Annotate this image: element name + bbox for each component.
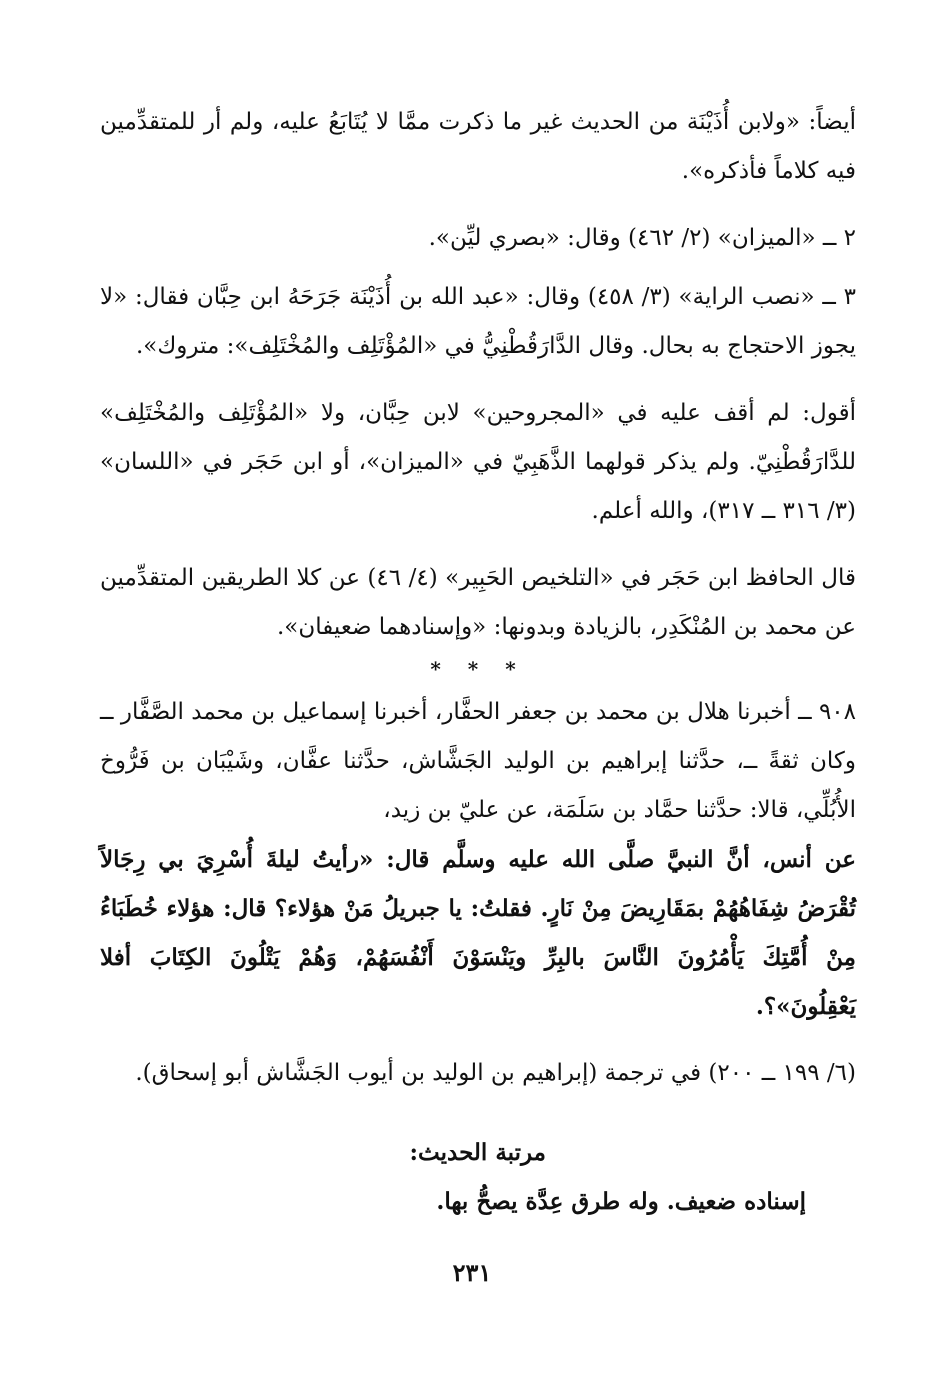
footnote-3: ٣ ــ «نصب الراية» (٣/ ٤٥٨) وقال: «عبد الله بن أُذَيْنَة جَرَحَهُ ابن حِبَّان فقال: «لا يجوز الاحتجاج به بحال. وقال الدَّارَقُطْنِيُّ في «المُؤْتَلِف والمُخْتَلِف»: متروك».: [100, 284, 856, 359]
page-number: ٢٣١: [452, 1258, 492, 1287]
footnote-2: ٢ ــ «الميزان» (٢/ ٤٦٢) وقال: «بصري ليِّن».: [428, 225, 856, 251]
hadith-matn: عن أنس، أنَّ النبيَّ صلَّى الله عليه وسلَّم قال: «رأيتُ ليلةَ أُسْرِيَ بي رِجَالاً تُقْرَضُ شِفَاهُهُمْ بمَقَارِيضَ مِنْ نَارٍ. فقلتُ: يا جبريلُ مَنْ هؤلاء؟ قال: هؤلاء خُطَبَاءُ مِنْ أُمَّتِكَ يَأْمُرُونَ النَّاسَ بالبِرِّ ويَنْسَوْنَ أَنْفُسَهُمْ، وَهُمْ يَتْلُونَ الكِتَابَ أفلا يَعْقِلُونَ»؟.: [100, 846, 856, 1020]
hadith-reference: (٦/ ١٩٩ ــ ٢٠٠) في ترجمة (إبراهيم بن الوليد بن أيوب الجَشَّاش أبو إسحاق).: [135, 1060, 856, 1086]
ibn-hajar-quote: قال الحافظ ابن حَجَر في «التلخيص الحَبِير» (٤/ ٤٦) عن كلا الطريقين المتقدِّمين عن محمد بن المُنْكَدِر، بالزيادة وبدونها: «وإسنادهما ضعيفان».: [100, 565, 856, 640]
hadith-grade-heading: مرتبة الحديث:: [409, 1139, 546, 1166]
hadith-isnad: ٩٠٨ ــ أخبرنا هلال بن محمد بن جعفر الحفَّار، أخبرنا إسماعيل بن محمد الصَّفَّار ــ وكان ثقةً ــ، حدَّثنا إبراهيم بن الوليد الجَشَّاش، حدَّثنا عفَّان، وشَيْبَان بن فَرُّوخ الأُبُلِّي، قالا: حدَّثنا حمَّاد بن سَلَمَة، عن عليّ بن زيد،: [100, 699, 856, 823]
paragraph-continuation: أيضاً: «ولابن أُذَيْنَة من الحديث غير ما ذكرت ممَّا لا يُتَابَعُ عليه، ولم أر للمتقدِّمين فيه كلاماً فأذكره».: [100, 109, 856, 184]
hadith-grade-text: إسناده ضعيف. وله طرق عِدَّة يصحُّ بها.: [436, 1188, 806, 1215]
section-separator: * * *: [430, 657, 526, 681]
page-body: [100, 98, 856, 1226]
author-comment: أقول: لم أقف عليه في «المجروحين» لابن حِبَّان، ولا «المُؤْتَلِف والمُخْتَلِف» للدَّارَقُطْنِيّ. ولم يذكر قولهما الذَّهَبِيّ في «الميزان»، أو ابن حَجَر في «اللسان» (٣/ ٣١٦ ــ ٣١٧)، والله أعلم.: [100, 400, 856, 524]
